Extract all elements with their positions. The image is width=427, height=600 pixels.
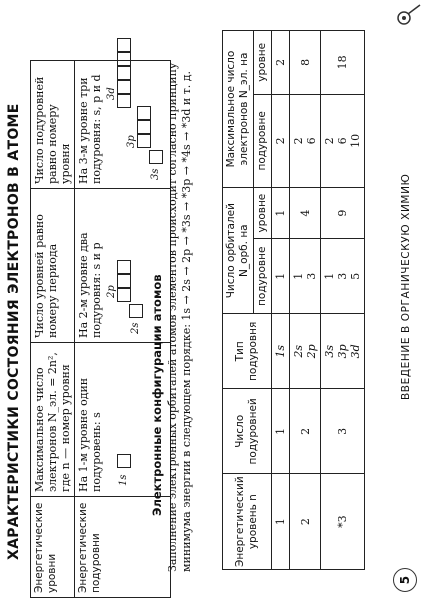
label-2s: 2s: [130, 322, 141, 334]
cell-orb-lvl: 4: [290, 188, 321, 239]
orbital-box: [117, 94, 131, 108]
sublevels-count-cell: Число подуровней равно номеру уровня: [31, 61, 75, 189]
label-3d: 3d: [106, 87, 117, 100]
level3-cell: [75, 61, 171, 189]
level2-text: На 2-м уровне два подуровня: s и p: [77, 232, 103, 338]
cell-level: 1: [272, 474, 290, 570]
orbital-diagram-2: [105, 193, 145, 338]
header-orb-lvl: уровне: [254, 188, 272, 239]
orbital-box: [117, 52, 131, 66]
orbital-box: [149, 150, 163, 164]
type-value: 3d: [349, 344, 362, 359]
el-sub-value: 2: [323, 137, 336, 145]
orbital-box: [129, 304, 143, 318]
header-el-lvl: уровне: [254, 31, 272, 95]
orb-sub-value: 5: [349, 272, 362, 280]
label-1s: 1s: [118, 474, 129, 486]
running-footer: ВВЕДЕНИЕ В ОРГАНИЧЕСКУЮ ХИМИЮ: [400, 173, 412, 400]
cell-count: 3: [321, 389, 365, 474]
cell-el-lvl: 2: [272, 31, 290, 95]
cell-el-lvl: 18: [321, 31, 365, 95]
orb-sub-value: 1: [292, 272, 305, 280]
cell-el-sub: [321, 94, 365, 187]
cell-orb-sub: [321, 239, 365, 314]
orb-sub-value: 3: [305, 272, 318, 280]
el-sub-value: 6: [305, 137, 318, 145]
orbital-box: [117, 274, 131, 288]
orbital-box: [117, 80, 131, 94]
type-value: 3s: [323, 345, 336, 358]
table-header-row: [223, 31, 254, 570]
cell-orb-lvl: 1: [272, 188, 290, 239]
header-orbitals: Число орбиталей N_орб. на: [223, 188, 254, 314]
orbital-box: [137, 120, 151, 134]
page-number: 5: [393, 568, 417, 592]
orbital-box: [117, 38, 131, 52]
orb-sub-value: 1: [323, 272, 336, 280]
cell-el-sub: [290, 94, 321, 187]
header-electrons: Максимальное число электронов N_эл. на: [223, 31, 254, 188]
levels-count-cell: Число уровней равно номеру периода: [31, 189, 75, 343]
cell-orb-sub: [290, 239, 321, 314]
electron-configuration-table: [222, 30, 365, 570]
type-value: 2s: [292, 345, 305, 358]
type-value: 2p: [305, 344, 318, 359]
cell-level: *3: [321, 474, 365, 570]
cell-types: [272, 314, 290, 389]
cell-orb-lvl: 9: [321, 188, 365, 239]
header-level: Энергетический уровень n: [223, 474, 272, 570]
header-sublevel-type: Тип подуровня: [223, 314, 272, 389]
header-el-sub: подуровне: [254, 94, 272, 187]
el-sub-value: 6: [336, 137, 349, 145]
el-sub-value: 2: [292, 137, 305, 145]
el-sub-value: 10: [349, 133, 362, 148]
orb-sub-value: 3: [336, 272, 349, 280]
label-3p: 3p: [126, 135, 137, 148]
cell-orb-sub: [272, 239, 290, 314]
cell-el-lvl: 8: [290, 31, 321, 95]
orbital-diagram-1: [105, 347, 145, 492]
cell-el-sub: [272, 94, 290, 187]
intro-paragraph: Заполнение электронных орбиталей атомов элементов происходит согласно принципу минимума энергии в следующем порядке: 1s → 2s → 2p → *3s → *3p → *4s → *3d и т. д.: [166, 62, 193, 572]
table-row: [290, 31, 321, 570]
row-header-levels: Энергетические уровни: [31, 497, 75, 598]
orbital-box: [137, 134, 151, 148]
type-value: 1s: [274, 345, 287, 358]
type-value: 3p: [336, 344, 349, 359]
cell-count: 2: [290, 389, 321, 474]
label-2p: 2p: [106, 285, 117, 298]
cell-level: 2: [290, 474, 321, 570]
header-orb-sub: подуровне: [254, 239, 272, 314]
orbital-box: [117, 66, 131, 80]
max-electrons-cell: Максимальное число электронов N_эл. = 2n², где n — номер уровня: [31, 343, 75, 497]
table-row: [31, 61, 75, 598]
level1-text: На 1-м уровне один подуровень: s: [77, 377, 103, 492]
table-row: [272, 31, 290, 570]
page-title: ХАРАКТЕРИСТИКИ СОСТОЯНИЯ ЭЛЕКТРОНОВ В АТОМЕ: [6, 103, 22, 560]
orb-sub-value: 1: [274, 272, 287, 280]
flask-icon: [396, 2, 424, 26]
table-row: [321, 31, 365, 570]
orbital-box: [117, 288, 131, 302]
cell-types: [290, 314, 321, 389]
label-3s: 3s: [150, 168, 161, 180]
cell-types: [321, 314, 365, 389]
header-sublevel-count: Число подуровней: [223, 389, 272, 474]
orbital-box: [137, 106, 151, 120]
el-sub-value: 2: [274, 137, 287, 145]
row-header-sublevels: Энергетические подуровни: [75, 497, 171, 598]
orbital-box: [117, 454, 131, 468]
orbital-diagram-3: [105, 65, 163, 184]
orbital-box: [117, 260, 131, 274]
level3-text: На 3-м уровне три подуровня: s, p и d: [77, 74, 103, 184]
section-subtitle: Электронные конфигурации атомов: [150, 274, 164, 516]
cell-count: 1: [272, 389, 290, 474]
